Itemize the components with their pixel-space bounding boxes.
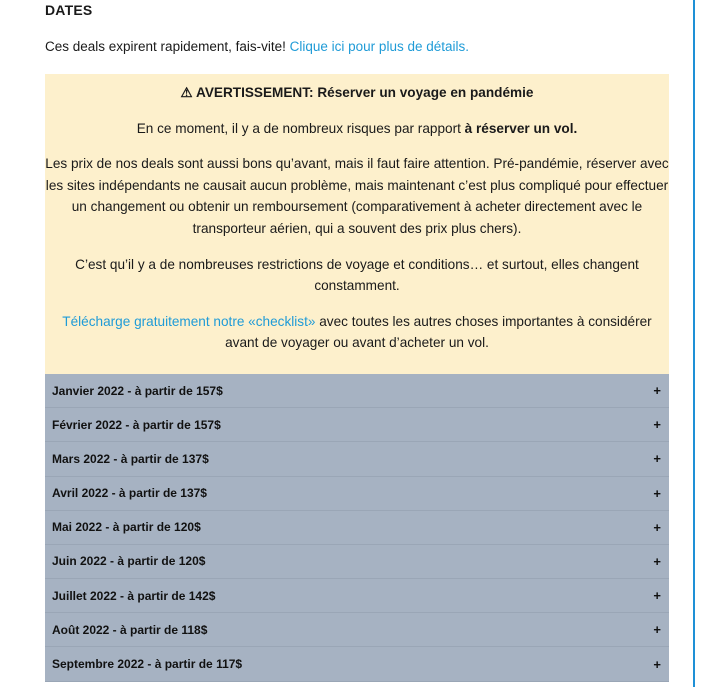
expand-plus-icon[interactable]: + bbox=[653, 622, 661, 638]
expand-plus-icon[interactable]: + bbox=[653, 485, 661, 501]
accordion-item-label: Août 2022 - à partir de 118$ bbox=[52, 622, 208, 637]
accordion-item-label: Février 2022 - à partir de 157$ bbox=[52, 417, 221, 432]
accordion-item-avril[interactable] bbox=[45, 477, 669, 511]
warning-prices-paragraph: Les prix de nos deals sont aussi bons qu’avant, mais il faut faire attention. Pré-pandémie, réserver avec les sites indépendants ne causait aucun problème, mais maintenant c’est plus compliqué pour effectuer un changement ou obtenir un remboursement (comparativement à acheter directement avec le transporteur aérien, qui a souvent des prix plus chers). bbox=[45, 156, 669, 236]
expand-plus-icon[interactable]: + bbox=[653, 656, 661, 672]
expand-plus-icon[interactable]: + bbox=[653, 519, 661, 535]
section-title: DATES bbox=[45, 2, 93, 18]
warning-title: ⚠ AVERTISSEMENT: Réserver un voyage en pandémie bbox=[180, 85, 534, 100]
accordion-item-juin[interactable] bbox=[45, 545, 669, 579]
intro-text: Ces deals expirent rapidement, fais-vite! bbox=[45, 39, 286, 54]
deals-content bbox=[45, 0, 669, 682]
checklist-link[interactable]: Télécharge gratuitement notre «checklist» bbox=[62, 313, 316, 329]
accordion-item-aout[interactable] bbox=[45, 613, 669, 647]
checklist-text: avec toutes les autres choses importantes à considérer avant de voyager ou avant d’acheter un vol. bbox=[225, 313, 652, 351]
accordion-item-label: Janvier 2022 - à partir de 157$ bbox=[52, 383, 223, 398]
accordion-item-label: Septembre 2022 - à partir de 117$ bbox=[52, 657, 243, 672]
accordion-item-janvier[interactable] bbox=[45, 374, 669, 408]
expand-plus-icon[interactable]: + bbox=[653, 383, 661, 399]
accordion-item-label: Juin 2022 - à partir de 120$ bbox=[52, 554, 206, 569]
details-link[interactable]: Clique ici pour plus de détails. bbox=[289, 39, 469, 54]
warning-restrictions-paragraph: C’est qu’il y a de nombreuses restrictions de voyage et conditions… et surtout, elles changent constamment. bbox=[75, 256, 639, 294]
pandemic-warning-box bbox=[45, 74, 669, 374]
accordion-item-label: Avril 2022 - à partir de 137$ bbox=[52, 486, 207, 501]
accordion-item-mai[interactable] bbox=[45, 511, 669, 545]
accordion-item-septembre[interactable] bbox=[45, 647, 669, 681]
accordion-item-label: Mai 2022 - à partir de 120$ bbox=[52, 520, 201, 535]
expand-plus-icon[interactable]: + bbox=[653, 553, 661, 569]
accordion-item-juillet[interactable] bbox=[45, 579, 669, 613]
warning-risk-bold: à réserver un vol. bbox=[464, 120, 578, 136]
accordion-item-label: Mars 2022 - à partir de 137$ bbox=[52, 451, 209, 466]
expand-plus-icon[interactable]: + bbox=[653, 588, 661, 604]
accordion-item-label: Juillet 2022 - à partir de 142$ bbox=[52, 588, 216, 603]
right-divider bbox=[693, 0, 695, 687]
expand-plus-icon[interactable]: + bbox=[653, 417, 661, 433]
accordion-item-mars[interactable] bbox=[45, 442, 669, 476]
warning-checklist-paragraph bbox=[45, 311, 669, 354]
warning-risk-paragraph bbox=[45, 118, 669, 140]
warning-risk-text: En ce moment, il y a de nombreux risques par rapport bbox=[136, 120, 461, 136]
intro-paragraph bbox=[45, 39, 669, 55]
expand-plus-icon[interactable]: + bbox=[653, 451, 661, 467]
months-accordion bbox=[45, 374, 669, 682]
accordion-item-fevrier[interactable] bbox=[45, 408, 669, 442]
